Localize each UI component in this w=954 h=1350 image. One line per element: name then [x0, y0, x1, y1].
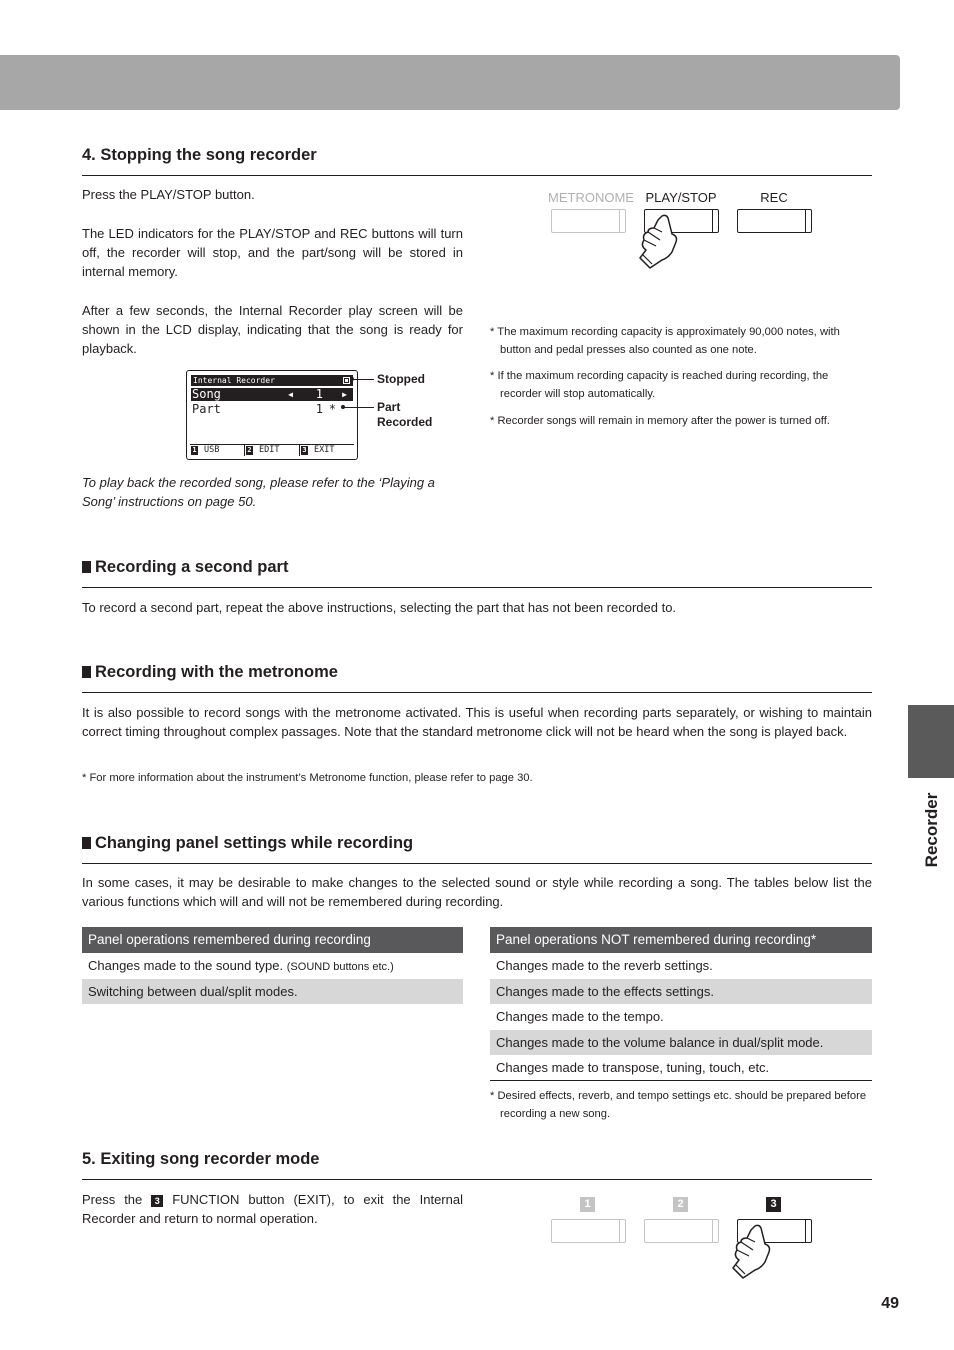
triangle-left-icon: ◀: [288, 390, 293, 399]
section-4-heading: 4. Stopping the song recorder: [82, 146, 317, 164]
section-4-rule: [82, 175, 872, 176]
header-bar: [0, 55, 900, 110]
rec-button[interactable]: [737, 209, 812, 233]
play-stop-label: PLAY/STOP: [645, 190, 717, 205]
table-row: Changes made to the reverb settings.: [496, 958, 713, 973]
second-part-text: To record a second part, repeat the above instructions, selecting the part that has not been recorded to.: [82, 600, 677, 615]
section-square-icon: [82, 666, 91, 678]
lcd-part-row: Part 1 *: [192, 402, 336, 416]
table-row: Changes made to the sound type. (SOUND buttons etc.): [88, 958, 394, 973]
function-2-button[interactable]: [644, 1219, 719, 1243]
metronome-note: * For more information about the instrument’s Metronome function, please refer to page 30.: [82, 772, 533, 784]
panel-settings-text: In some cases, it may be desirable to make changes to the selected sound or style while recording a song. The tables below list the various functions which will and will not be remembered during recording.: [82, 875, 872, 909]
callout-dot-part: [341, 405, 345, 409]
side-tab-marker: [908, 705, 954, 778]
rec-label: REC: [760, 190, 788, 205]
table-row: Changes made to the effects settings.: [490, 979, 872, 1005]
metronome-label: METRONOME: [548, 190, 634, 205]
lcd-menu-edit: 2 EDIT: [245, 445, 300, 456]
pressing-hand-icon: [725, 1222, 775, 1282]
lcd-song-row: Song 1 ◀ ▶: [191, 388, 353, 401]
section-4-para-2: The LED indicators for the PLAY/STOP and REC buttons will turn off, the recorder will stop, and the part/song will be stored in internal memory.: [82, 226, 463, 279]
capacity-reached-note: * If the maximum recording capacity is reached during recording, the recorder will stop automatically.: [490, 370, 829, 400]
lcd-menu: [190, 444, 354, 456]
section-5-rule: [82, 1179, 872, 1180]
table-not-remembered-header: Panel operations NOT remembered during recording*: [490, 927, 872, 953]
callout-line-stopped: [352, 379, 374, 380]
second-part-rule: [82, 587, 872, 588]
table-remembered-header: Panel operations remembered during recording: [82, 927, 463, 953]
table-row: Changes made to the tempo.: [496, 1009, 664, 1025]
page-number: 49: [881, 1295, 899, 1312]
table-row: Switching between dual/split modes.: [82, 979, 463, 1005]
function-2-label: 2: [673, 1197, 688, 1212]
lcd-title-bar: Internal Recorder: [191, 375, 353, 386]
function-1-button[interactable]: [551, 1219, 626, 1243]
panel-settings-rule: [82, 863, 872, 864]
section-4-para-3: After a few seconds, the Internal Recorder play screen will be shown in the LCD display, indicating that the song is ready for playback.: [82, 303, 463, 356]
lcd-menu-usb: 1 USB: [190, 445, 245, 456]
panel-settings-heading: Changing panel settings while recording: [82, 834, 413, 853]
section-5-text: Press the 3 FUNCTION button (EXIT), to exit the Internal Recorder and return to normal operation.: [82, 1192, 463, 1226]
function-3-label: 3: [766, 1197, 781, 1212]
settings-note: * Desired effects, reverb, and tempo settings etc. should be prepared before recording a new song.: [490, 1090, 867, 1120]
lcd-menu-exit: 3 EXIT: [302, 445, 335, 455]
section-square-icon: [82, 561, 91, 573]
second-part-heading: Recording a second part: [82, 558, 288, 577]
function-1-label: 1: [580, 1197, 595, 1212]
table-row: Changes made to the volume balance in dual/split mode.: [490, 1030, 872, 1056]
stop-icon: [343, 377, 350, 384]
function-3-badge: 3: [151, 1195, 163, 1207]
capacity-note: * The maximum recording capacity is approximately 90,000 notes, with button and pedal presses also counted as one note.: [490, 326, 840, 356]
section-4-para-1: Press the PLAY/STOP button.: [82, 187, 255, 202]
table-not-remembered: [490, 927, 872, 1081]
section-5-heading: 5. Exiting song recorder mode: [82, 1150, 320, 1168]
metronome-text: It is also possible to record songs with the metronome activated. This is useful when recording parts separately, or wishing to maintain correct timing throughout complex passages. Note that the standard metronome click will not be heard when the song is played back.: [82, 705, 872, 739]
memory-note: * Recorder songs will remain in memory after the power is turned off.: [490, 415, 830, 427]
callout-stopped: Stopped: [377, 372, 425, 386]
callout-part-recorded: Part Recorded: [377, 400, 433, 429]
callout-line-part: [343, 407, 374, 408]
table-row: Changes made to transpose, tuning, touch, etc.: [490, 1055, 872, 1081]
lcd-display: [186, 370, 358, 460]
metronome-rule: [82, 692, 872, 693]
metronome-button[interactable]: [551, 209, 626, 233]
callout-dot-stopped: [350, 377, 354, 381]
playback-note: To play back the recorded song, please refer to the ‘Playing a Song’ instructions on page 50.: [82, 475, 435, 509]
side-tab-label: Recorder: [922, 792, 941, 868]
pressing-hand-icon: [632, 212, 682, 272]
metronome-heading: Recording with the metronome: [82, 663, 338, 682]
table-remembered: [82, 927, 463, 1004]
triangle-right-icon: ▶: [342, 390, 347, 399]
section-square-icon: [82, 837, 91, 849]
